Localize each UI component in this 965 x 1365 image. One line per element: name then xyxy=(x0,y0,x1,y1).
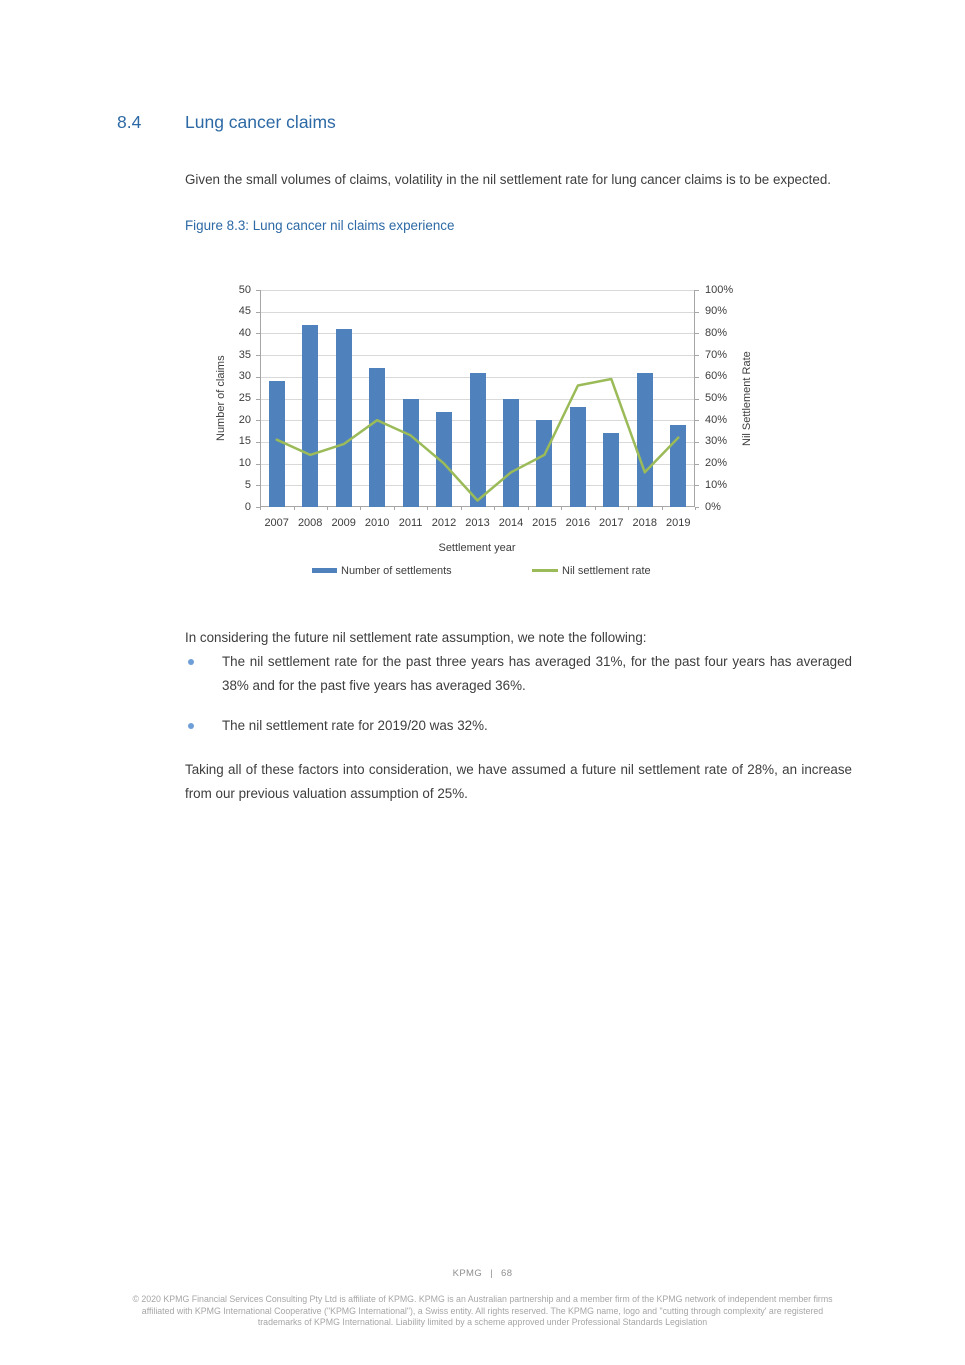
x-tick-mark xyxy=(294,507,295,510)
left-tick-label: 10 xyxy=(238,457,251,470)
bullet-text-averages: The nil settlement rate for the past three years has averaged 31%, for the past four years has averaged 38% and for the past five years has averaged 36%. xyxy=(222,654,852,693)
left-tick-label: 40 xyxy=(238,326,251,339)
x-tick-mark xyxy=(662,507,663,510)
right-tick-mark xyxy=(695,333,699,334)
copyright-line-3: trademarks of KPMG International. Liability limited by a scheme approved under Professional Standards Legislation xyxy=(257,1317,708,1327)
x-tick-mark xyxy=(595,507,596,510)
left-tick-label: 50 xyxy=(238,283,251,296)
right-tick-label: 10% xyxy=(705,478,728,491)
right-tick-label: 20% xyxy=(705,457,728,470)
right-tick-label: 100% xyxy=(705,283,734,296)
x-tick-label: 2016 xyxy=(565,517,591,529)
x-tick-label: 2015 xyxy=(532,517,557,529)
right-tick-mark xyxy=(695,312,699,313)
right-tick-mark xyxy=(695,442,699,443)
x-tick-label: 2018 xyxy=(632,517,658,529)
x-tick-label: 2017 xyxy=(599,517,624,529)
legend-label-settlements: Number of settlements xyxy=(341,564,452,577)
right-tick-label: 60% xyxy=(705,370,728,383)
right-tick-label: 0% xyxy=(705,500,721,513)
bullet-icon xyxy=(188,723,194,729)
right-tick-mark xyxy=(695,464,699,465)
legend-item-settlements xyxy=(312,564,452,577)
right-tick-mark xyxy=(695,377,699,378)
figure-caption: Figure 8.3: Lung cancer nil claims experience xyxy=(185,218,455,233)
right-tick-mark xyxy=(695,420,699,421)
bullet-text-2019-20: The nil settlement rate for 2019/20 was 32%. xyxy=(222,718,488,733)
bullet-icon xyxy=(188,659,194,665)
right-tick-mark xyxy=(695,290,699,291)
left-tick-label: 35 xyxy=(238,348,251,361)
bar-legend-swatch xyxy=(312,568,337,573)
x-tick-mark xyxy=(394,507,395,510)
bullet-list xyxy=(185,650,852,754)
x-tick-label: 2013 xyxy=(465,517,490,529)
right-tick-mark xyxy=(695,399,699,400)
left-tick-label: 20 xyxy=(238,413,251,426)
x-tick-mark xyxy=(260,507,261,510)
right-tick-label: 50% xyxy=(705,392,728,404)
considering-paragraph: In considering the future nil settlement rate assumption, we note the following: xyxy=(185,630,647,646)
x-tick-label: 2008 xyxy=(297,517,323,529)
left-tick-label: 15 xyxy=(238,435,251,448)
x-tick-label: 2019 xyxy=(666,517,691,529)
right-tick-label: 70% xyxy=(705,348,728,361)
x-tick-label: 2011 xyxy=(398,517,423,529)
left-tick-label: 5 xyxy=(244,478,251,491)
copyright-line-2: affiliated with KPMG International Cooperative ("KPMG International"), a Swiss entity. All rights reserved. The KPMG name, logo and "cutting through complexity' are registered xyxy=(141,1305,824,1316)
legend-label-nil-rate: Nil settlement rate xyxy=(562,564,651,577)
left-tick-label: 45 xyxy=(238,305,251,318)
lung-cancer-chart xyxy=(215,280,778,592)
x-tick-mark xyxy=(695,507,696,510)
left-axis-title: Number of claims xyxy=(215,355,227,442)
x-tick-mark xyxy=(494,507,495,510)
right-tick-mark xyxy=(695,485,699,486)
bullet-item-2019-20 xyxy=(185,714,852,738)
x-tick-label: 2010 xyxy=(364,517,390,529)
copyright-notice xyxy=(117,1294,848,1329)
right-tick-label: 40% xyxy=(705,413,728,426)
copyright-line-1: © 2020 KPMG Financial Services Consulting Pty Ltd is affiliate of KPMG. KPMG is an Australian partnership and a member firm of the KPMG network of independent member firms xyxy=(132,1294,833,1304)
section-heading xyxy=(117,112,336,133)
x-tick-mark xyxy=(327,507,328,510)
left-tick-label: 0 xyxy=(244,500,251,513)
right-axis-title: Nil Settlement Rate xyxy=(741,351,753,446)
right-tick-mark xyxy=(695,355,699,356)
footer-page-number: 68 xyxy=(501,1268,513,1279)
footer-brand: KPMG xyxy=(452,1268,483,1279)
section-title: Lung cancer claims xyxy=(185,112,336,132)
closing-paragraph: Taking all of these factors into consideration, we have assumed a future nil settlement rate of 28%, an increase from our previous valuation assumption of 25%. xyxy=(185,762,852,802)
x-tick-label: 2007 xyxy=(264,517,289,529)
x-axis-title: Settlement year xyxy=(438,542,516,554)
x-tick-label: 2014 xyxy=(498,517,524,529)
right-tick-label: 80% xyxy=(705,326,728,339)
line-legend-swatch xyxy=(532,569,558,572)
x-tick-label: 2012 xyxy=(431,517,457,529)
bullet-item-averages xyxy=(185,650,852,698)
nil-settlement-rate-line xyxy=(260,290,695,507)
x-tick-mark xyxy=(628,507,629,510)
x-tick-mark xyxy=(427,507,428,510)
right-tick-label: 90% xyxy=(705,305,728,318)
x-tick-label: 2009 xyxy=(331,517,356,529)
footer-separator: | xyxy=(490,1268,494,1279)
intro-paragraph: Given the small volumes of claims, volatility in the nil settlement rate for lung cancer claims is to be expected. xyxy=(185,172,832,188)
page-footer xyxy=(0,1268,965,1279)
left-tick-label: 25 xyxy=(238,392,251,404)
legend-item-nil-rate xyxy=(532,564,651,577)
section-number: 8.4 xyxy=(117,112,142,132)
x-tick-mark xyxy=(461,507,462,510)
left-tick-label: 30 xyxy=(238,370,251,383)
right-tick-label: 30% xyxy=(705,435,728,448)
x-tick-mark xyxy=(561,507,562,510)
x-tick-mark xyxy=(360,507,361,510)
x-tick-mark xyxy=(528,507,529,510)
